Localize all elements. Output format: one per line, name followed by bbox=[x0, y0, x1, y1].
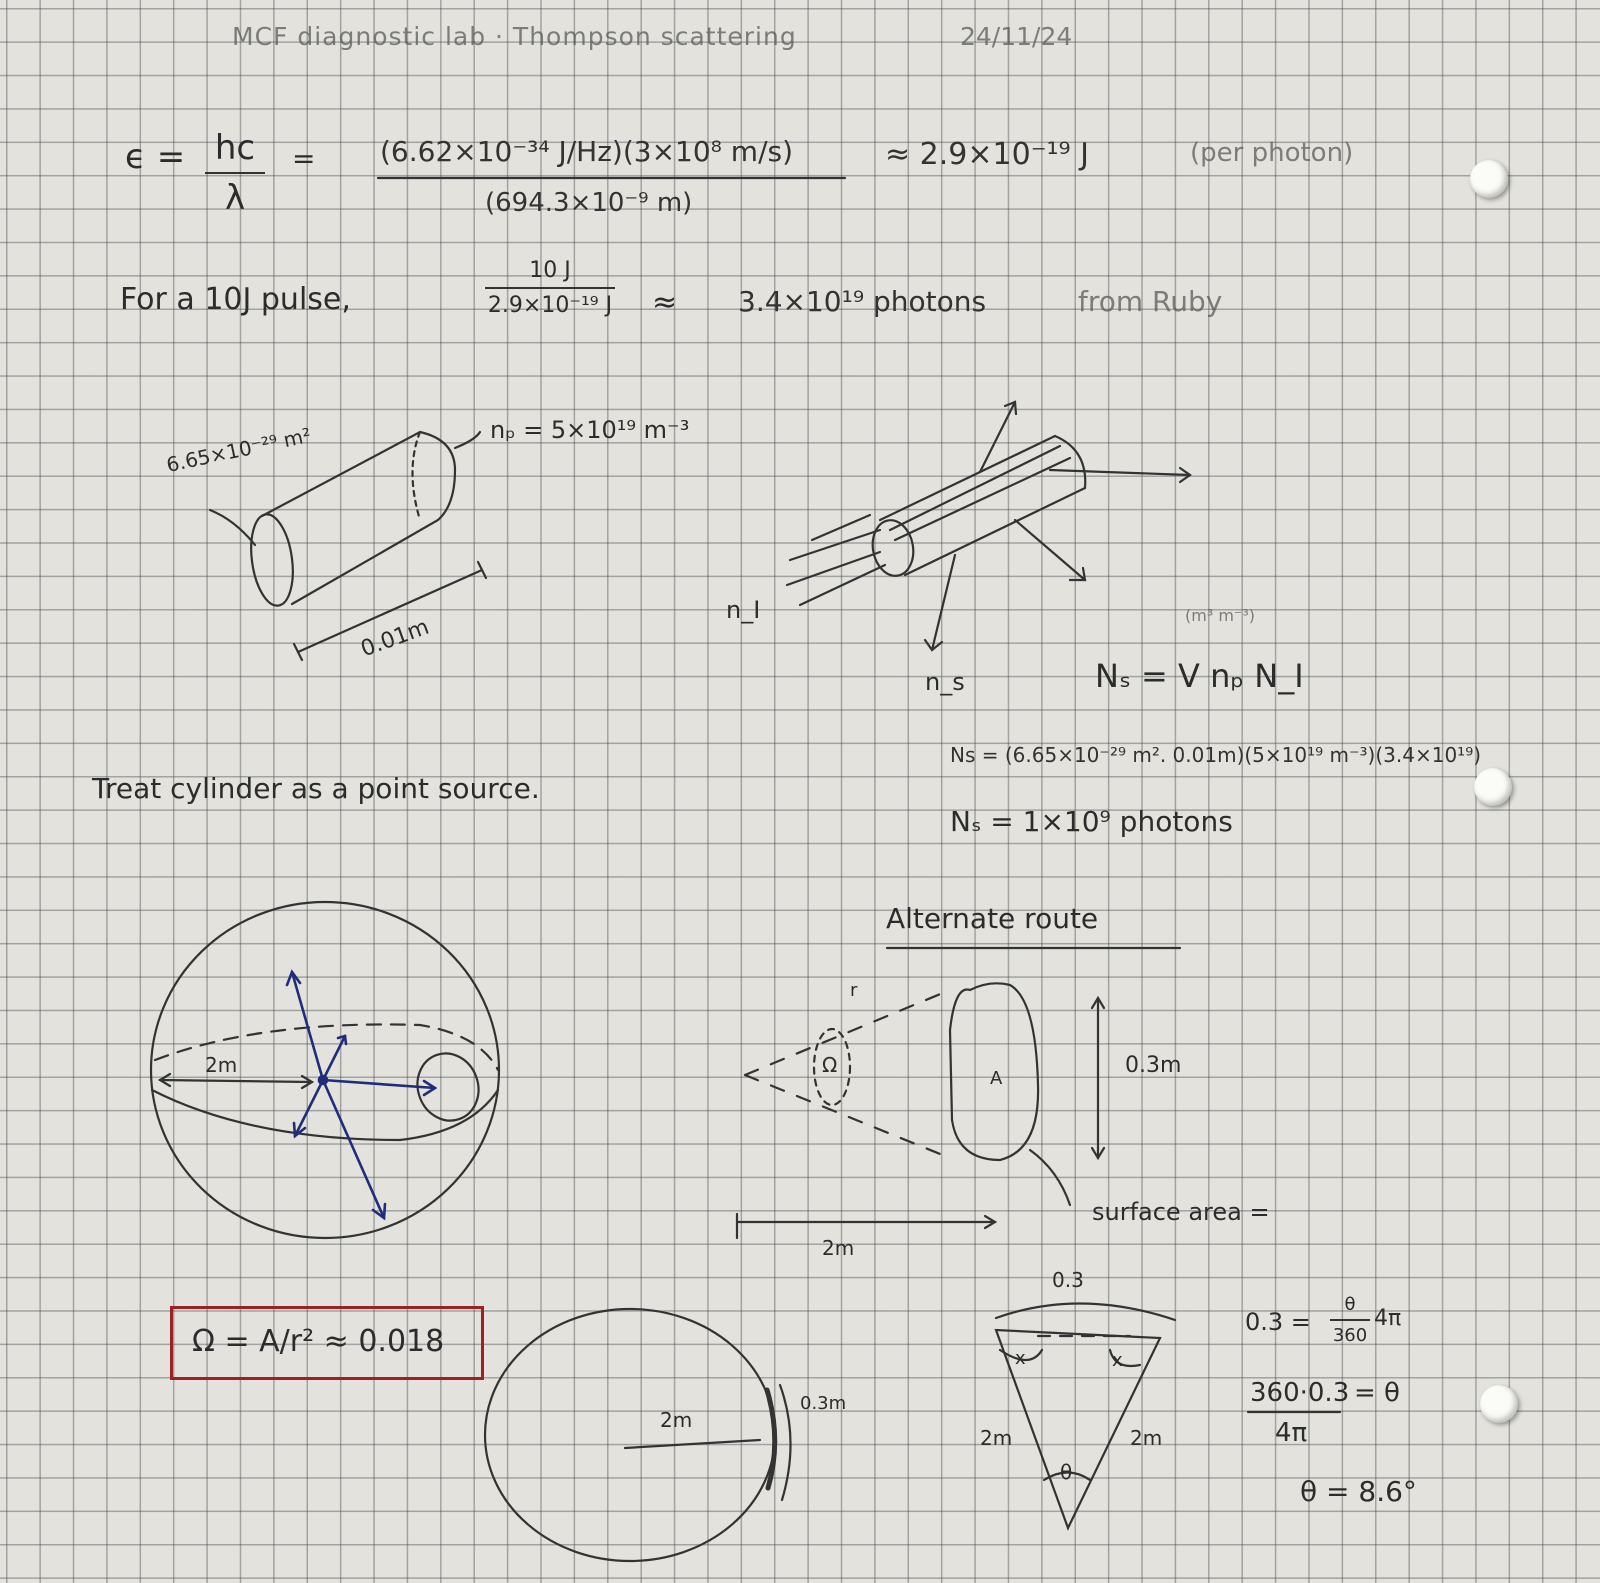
alternate-surface-label: surface area = bbox=[1092, 1198, 1270, 1226]
alternate-area-label: A bbox=[990, 1068, 1003, 1089]
energy-note: (per photon) bbox=[1190, 138, 1354, 168]
angle-calc-lhs: 0.3 = bbox=[1245, 1308, 1311, 1336]
angle-calc-step-den: 4π bbox=[1275, 1418, 1308, 1448]
angle-calc-fraction bbox=[1330, 1294, 1370, 1346]
energy-frac-den: λ bbox=[224, 178, 246, 218]
pulse-lead: For a 10J pulse, bbox=[120, 282, 351, 317]
page-header-date: 24/11/24 bbox=[960, 22, 1073, 51]
energy-equals: = bbox=[292, 142, 316, 175]
cylinder-density-label: nₚ = 5×10¹⁹ m⁻³ bbox=[490, 416, 690, 444]
count-formula: Nₛ = V nₚ N_I bbox=[1095, 657, 1304, 695]
circle-radius-label: 2m bbox=[660, 1408, 693, 1432]
point-source-note: Treat cylinder as a point source. bbox=[92, 772, 540, 805]
count-substitution: Ns = (6.65×10⁻²⁹ m². 0.01m)(5×10¹⁹ m⁻³)(3.4×10¹⁹) bbox=[950, 743, 1482, 767]
energy-denominator: (694.3×10⁻⁹ m) bbox=[485, 188, 693, 218]
triangle-angle-left: x bbox=[1015, 1348, 1026, 1369]
pulse-fraction bbox=[485, 258, 615, 318]
solid-angle-result: Ω = A/r² ≈ 0.018 bbox=[192, 1324, 445, 1359]
circle-sketch bbox=[485, 1309, 791, 1561]
cylinder-area-label: 6.65×10⁻²⁹ m² bbox=[164, 422, 314, 478]
alternate-height-label: 0.3m bbox=[1125, 1053, 1182, 1078]
energy-result: ≈ 2.9×10⁻¹⁹ J bbox=[885, 137, 1089, 172]
page-header-title: MCF diagnostic lab · Thompson scattering bbox=[232, 22, 797, 51]
pulse-frac-num: 10 J bbox=[529, 258, 571, 283]
angle-calc-result: θ = 8.6° bbox=[1300, 1475, 1417, 1508]
pulse-source: from Ruby bbox=[1078, 285, 1223, 318]
beam-incident-label: n_I bbox=[726, 596, 761, 624]
triangle-side-left: 2m bbox=[980, 1426, 1013, 1450]
angle-calc-factor: 4π bbox=[1374, 1306, 1402, 1331]
circle-arc-label: 0.3m bbox=[800, 1393, 847, 1414]
angle-calc-step-num: 360·0.3 bbox=[1250, 1378, 1350, 1408]
alternate-route-sketch bbox=[737, 948, 1180, 1238]
triangle-side-right: 2m bbox=[1130, 1426, 1163, 1450]
angle-calc-num: θ bbox=[1344, 1294, 1356, 1315]
angle-calc-step-eq: = θ bbox=[1354, 1378, 1400, 1408]
triangle-arc-label: 0.3 bbox=[1052, 1268, 1084, 1292]
beam-scattered-label: n_s bbox=[925, 668, 965, 696]
scatter-arrows-blue bbox=[287, 972, 435, 1218]
pulse-frac-den: 2.9×10⁻¹⁹ J bbox=[487, 293, 613, 318]
cylinder-length-label: 0.01m bbox=[357, 614, 433, 663]
alternate-r-label: r bbox=[850, 980, 858, 1001]
cylinder-sketch bbox=[210, 432, 486, 663]
pulse-approx: ≈ bbox=[652, 285, 678, 320]
energy-lhs: ϵ = bbox=[125, 137, 186, 177]
triangle-sketch bbox=[996, 1303, 1175, 1528]
energy-hc-fraction bbox=[205, 128, 265, 218]
count-units: (m³ m⁻³) bbox=[1185, 606, 1256, 625]
scattering-beam-sketch bbox=[787, 402, 1190, 650]
alternate-distance-label: 2m bbox=[822, 1236, 855, 1260]
sphere-sketch bbox=[151, 902, 499, 1238]
alternate-omega-label: Ω bbox=[822, 1053, 838, 1077]
angle-calc-den: 360 bbox=[1332, 1325, 1368, 1346]
energy-numerator: (6.62×10⁻³⁴ J/Hz)(3×10⁸ m/s) bbox=[380, 135, 794, 168]
triangle-theta: θ bbox=[1060, 1460, 1073, 1484]
pulse-result: 3.4×10¹⁹ photons bbox=[738, 285, 987, 318]
count-result: Nₛ = 1×10⁹ photons bbox=[950, 805, 1233, 838]
alternate-heading: Alternate route bbox=[886, 902, 1099, 935]
triangle-angle-right: x bbox=[1112, 1350, 1123, 1371]
energy-frac-num: hc bbox=[214, 128, 256, 168]
sphere-radius-label: 2m bbox=[205, 1053, 238, 1077]
